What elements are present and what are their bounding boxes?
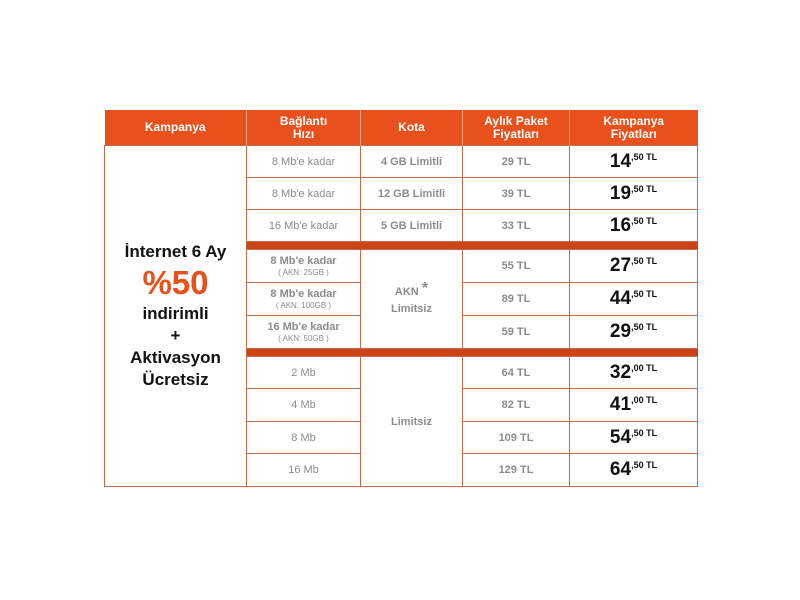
campaign-price-cell: $44^{,50 TL}$ (570, 283, 698, 316)
header-row (105, 110, 698, 146)
monthly-price-cell: 29 TL (463, 146, 570, 178)
discount-percent: %50 (142, 264, 209, 301)
monthly-price-cell: 82 TL (463, 389, 570, 422)
speed-cell: 16 Mb'e kadar ( AKN: 50GB ) (247, 316, 361, 349)
speed-cell: 16 Mb'e kadar (247, 210, 361, 242)
quota-cell: 4 GB Limitli (361, 146, 463, 178)
quota-cell-akn: AKN * Limitsiz (361, 250, 463, 349)
campaign-price-cell: $16^{,50 TL}$ (570, 210, 698, 242)
separator-bar (247, 242, 698, 250)
monthly-price-cell: 89 TL (463, 283, 570, 316)
monthly-price-cell: 64 TL (463, 357, 570, 389)
header-campaign-price: Kampanya Fiyatları (570, 110, 698, 146)
campaign-price-cell: $29^{,50 TL}$ (570, 316, 698, 349)
monthly-price-cell: 129 TL (463, 454, 570, 487)
header-monthly-price: Aylık Paket Fiyatları (463, 110, 570, 146)
quota-cell-unlimited: Limitsiz (361, 357, 463, 487)
campaign-price-cell: $54^{,50 TL}$ (570, 422, 698, 454)
speed-cell: 4 Mb (247, 389, 361, 422)
speed-cell: 8 Mb'e kadar (247, 178, 361, 210)
monthly-price-cell: 33 TL (463, 210, 570, 242)
monthly-price-cell: 39 TL (463, 178, 570, 210)
pricing-table (104, 110, 698, 487)
campaign-price-cell: $19^{,50 TL}$ (570, 178, 698, 210)
monthly-price-cell: 109 TL (463, 422, 570, 454)
separator-bar (247, 349, 698, 357)
campaign-price-cell: $32^{,00 TL}$ (570, 357, 698, 389)
asterisk-icon: * (421, 280, 429, 297)
speed-cell: 8 Mb'e kadar ( AKN: 25GB ) (247, 250, 361, 283)
campaign-price-cell: $41^{,00 TL}$ (570, 389, 698, 422)
speed-cell: 2 Mb (247, 357, 361, 389)
speed-cell: 16 Mb (247, 454, 361, 487)
speed-cell: 8 Mb'e kadar ( AKN: 100GB ) (247, 283, 361, 316)
table-row (105, 146, 698, 178)
campaign-description: İnternet 6 Ay %50 indirimli + Aktivasyon Ücretsiz (105, 146, 247, 487)
campaign-price-cell: $27^{,50 TL}$ (570, 250, 698, 283)
speed-cell: 8 Mb'e kadar (247, 146, 361, 178)
speed-cell: 8 Mb (247, 422, 361, 454)
campaign-price-cell: $64^{,50 TL}$ (570, 454, 698, 487)
header-campaign: Kampanya (105, 110, 247, 146)
monthly-price-cell: 55 TL (463, 250, 570, 283)
campaign-price-cell: $14^{,50 TL}$ (570, 146, 698, 178)
quota-cell: 5 GB Limitli (361, 210, 463, 242)
quota-cell: 12 GB Limitli (361, 178, 463, 210)
monthly-price-cell: 59 TL (463, 316, 570, 349)
header-speed: Bağlantı Hızı (247, 110, 361, 146)
header-quota: Kota (361, 110, 463, 146)
